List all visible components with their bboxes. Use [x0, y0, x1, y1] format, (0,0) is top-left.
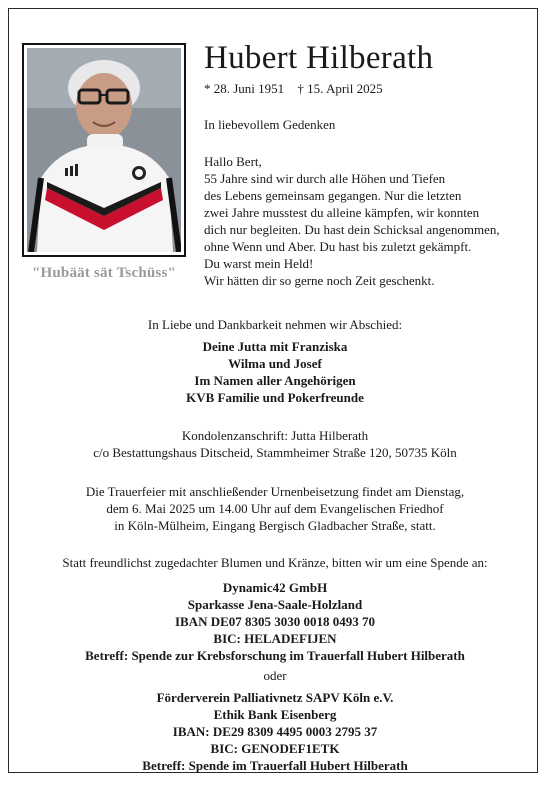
- donation-line: Förderverein Palliativnetz SAPV Köln e.V.: [156, 690, 394, 705]
- letter-line: Hallo Bert,: [204, 154, 262, 169]
- condolence-line: c/o Bestattungshaus Ditscheid, Stammheimer Straße 120, 50735 Köln: [93, 445, 457, 460]
- ceremony-line: Die Trauerfeier mit anschließender Urnenbeisetzung findet am Dienstag,: [85, 484, 465, 499]
- donation-account-1: [0, 579, 550, 774]
- letter-line: ohne Wenn und Aber. Du hast bis zuletzt gekämpft.: [204, 239, 472, 254]
- donation-line: Dynamic42 GmbH: [222, 580, 328, 595]
- ceremony-info: [0, 483, 550, 534]
- nickname-caption: "Hubäät sät Tschüss": [31, 265, 177, 281]
- portrait-photo-frame: [22, 43, 186, 257]
- donation-line: Sparkasse Jena-Saale-Holzland: [187, 597, 363, 612]
- mourner-line: Wilma und Josef: [228, 356, 322, 371]
- donation-request: Statt freundlichst zugedachter Blumen und Kränze, bitten wir um eine Spende an:: [62, 555, 488, 570]
- memorial-line: In liebevollem Gedenken: [204, 117, 336, 132]
- mourner-line: Deine Jutta mit Franziska: [202, 339, 348, 354]
- letter-line: Du warst mein Held!: [204, 256, 314, 271]
- birth-date: * 28. Juni 1951: [204, 81, 285, 96]
- letter-line: des Lebens gemeinsam gegangen. Nur die letzten: [204, 188, 462, 203]
- donation-line: Betreff: Spende im Trauerfall Hubert Hilberath: [142, 758, 408, 773]
- donation-line: IBAN: DE29 8309 4495 0003 2795 37: [172, 724, 378, 739]
- farewell-block: [0, 316, 550, 406]
- letter-line: Wir hätten dir so gerne noch Zeit geschenkt.: [204, 273, 435, 288]
- donation-line: BIC: GENODEF1ETK: [210, 741, 340, 756]
- mourner-line: Im Namen aller Angehörigen: [194, 373, 356, 388]
- letter-line: zwei Jahre musstest du alleine kämpfen, wir konnten: [204, 205, 480, 220]
- donation-line: Betreff: Spende zur Krebsforschung im Trauerfall Hubert Hilberath: [85, 648, 465, 663]
- life-dates: [204, 81, 383, 97]
- donation-line: BIC: HELADEFIJEN: [213, 631, 337, 646]
- ceremony-line: dem 6. Mai 2025 um 14.00 Uhr auf dem Evangelischen Friedhof: [106, 501, 444, 516]
- ceremony-line: in Köln-Mülheim, Eingang Bergisch Gladbacher Straße, statt.: [114, 518, 436, 533]
- letter-line: 55 Jahre sind wir durch alle Höhen und Tiefen: [204, 171, 446, 186]
- farewell-intro: In Liebe und Dankbarkeit nehmen wir Abschied:: [147, 317, 403, 332]
- mourner-line: KVB Familie und Pokerfreunde: [186, 390, 364, 405]
- donation-line: IBAN DE07 8305 3030 0018 0493 70: [174, 614, 376, 629]
- portrait-illustration: [27, 48, 181, 252]
- or-separator: oder: [263, 668, 287, 683]
- portrait-photo: [27, 48, 181, 252]
- deceased-name: Hubert Hilberath: [204, 40, 434, 76]
- letter-line: dich nur begleiten. Du hast dein Schicksal angenommen,: [204, 222, 500, 237]
- death-date: † 15. April 2025: [297, 81, 383, 96]
- personal-letter: [204, 153, 500, 289]
- condolence-line: Kondolenzanschrift: Jutta Hilberath: [181, 428, 369, 443]
- condolence-address: [0, 427, 550, 461]
- donation-line: Ethik Bank Eisenberg: [213, 707, 337, 722]
